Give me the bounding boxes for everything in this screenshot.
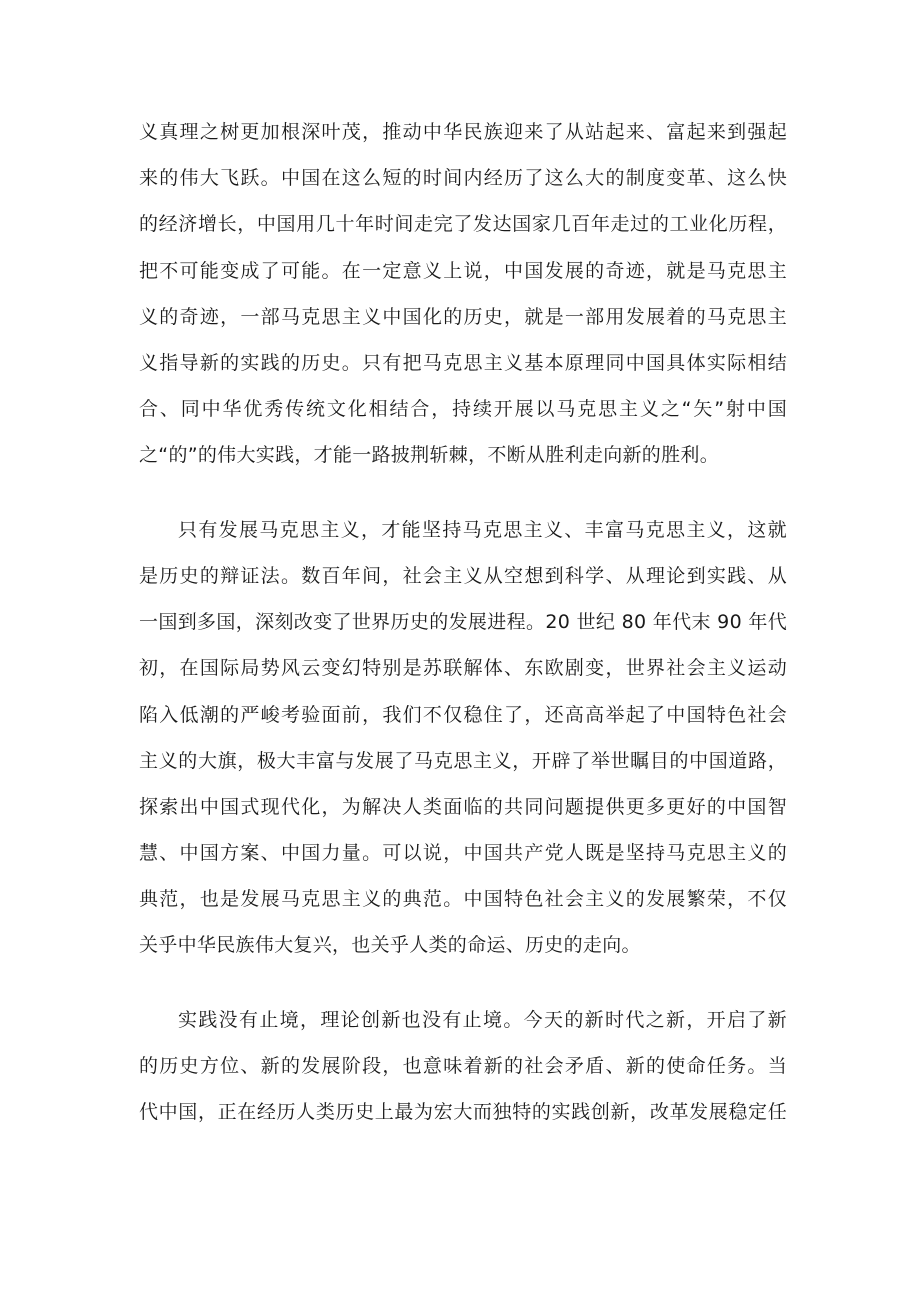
text-line: 来的伟大飞跃。中国在这么短的时间内经历了这么大的制度变革、这么快 xyxy=(139,167,787,189)
text-line: 合、同中华优秀传统文化相结合，持续开展以马克思主义之“矢”射中国 xyxy=(139,398,787,420)
text-line: 之“的”的伟大实践，才能一路披荆斩棘，不断从胜利走向新的胜利。 xyxy=(139,444,719,466)
text-line: 关乎中华民族伟大复兴，也关乎人类的命运、历史的走向。 xyxy=(139,934,641,956)
text-line: 的经济增长，中国用几十年时间走完了发达国家几百年走过的工业化历程， xyxy=(139,213,787,235)
text-line: 义真理之树更加根深叶茂，推动中华民族迎来了从站起来、富起来到强起 xyxy=(139,121,787,143)
text-line: 代中国，正在经历人类历史上最为宏大而独特的实践创新，改革发展稳定任 xyxy=(139,1101,787,1123)
text-line: 只有发展马克思主义，才能坚持马克思主义、丰富马克思主义，这就 xyxy=(178,519,787,541)
text-line: 慧、中国方案、中国力量。可以说，中国共产党人既是坚持马克思主义的 xyxy=(139,842,787,864)
text-line: 义的奇迹，一部马克思主义中国化的历史，就是一部用发展着的马克思主 xyxy=(139,306,787,328)
text-line: 实践没有止境，理论创新也没有止境。今天的新时代之新，开启了新 xyxy=(178,1009,787,1031)
text-line: 陷入低潮的严峻考验面前，我们不仅稳住了，还高高举起了中国特色社会 xyxy=(139,704,787,726)
text-line: 探索出中国式现代化，为解决人类面临的共同问题提供更多更好的中国智 xyxy=(139,796,787,818)
text-line: 把不可能变成了可能。在一定意义上说，中国发展的奇迹，就是马克思主 xyxy=(139,260,787,282)
text-line: 的历史方位、新的发展阶段，也意味着新的社会矛盾、新的使命任务。当 xyxy=(139,1055,787,1077)
text-line: 典范，也是发展马克思主义的典范。中国特色社会主义的发展繁荣，不仅 xyxy=(139,888,787,910)
text-line: 初，在国际局势风云变幻特别是苏联解体、东欧剧变，世界社会主义运动 xyxy=(139,657,787,679)
text-line: 主义的大旗，极大丰富与发展了马克思主义，开辟了举世瞩目的中国道路， xyxy=(139,750,787,772)
text-line: 是历史的辩证法。数百年间，社会主义从空想到科学、从理论到实践、从 xyxy=(139,565,787,587)
text-line: 义指导新的实践的历史。只有把马克思主义基本原理同中国具体实际相结 xyxy=(139,352,787,374)
text-line: 一国到多国，深刻改变了世界历史的发展进程。20 世纪 80 年代末 90 年代 xyxy=(139,611,787,633)
